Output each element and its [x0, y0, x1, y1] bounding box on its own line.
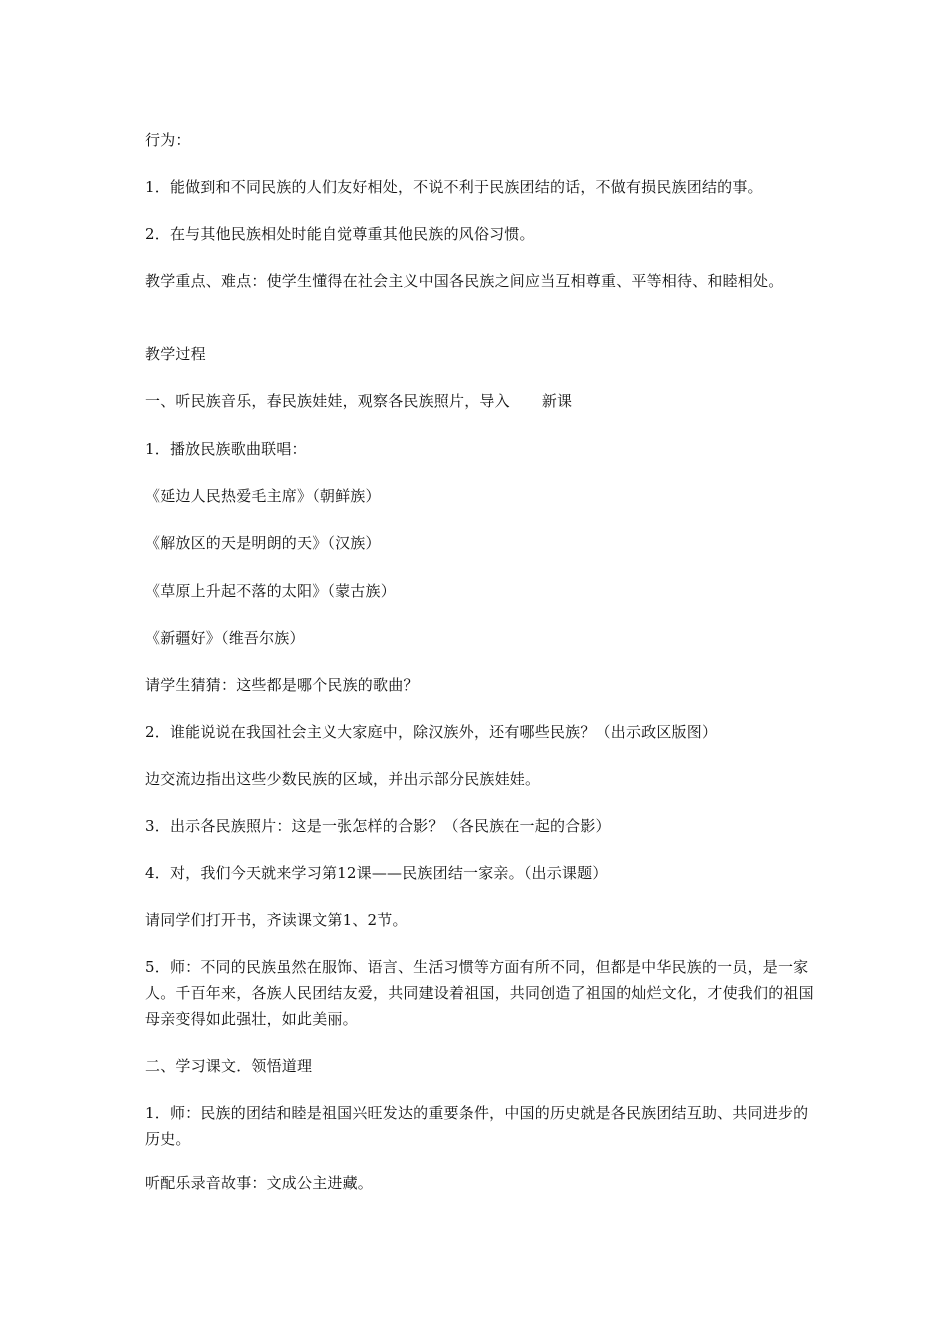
paragraph-step-3: 3．出示各民族照片：这是一张怎样的合影？（各民族在一起的合影） [145, 817, 611, 835]
paragraph-songs-intro: 1．播放民族歌曲联唱： [145, 440, 307, 458]
section-one-tail: 新课 [541, 392, 573, 410]
paragraph-story: 听配乐录音故事：文成公主进藏。 [145, 1174, 374, 1192]
paragraph-step-5: 5．师：不同的民族虽然在服饰、语言、生活习惯等方面有所不同，但都是中华民族的一员，是一家人。千百年来，各族人民团结友爱，共同建设着祖国，共同创造了祖国的灿烂文化，才使我们的祖国母亲变得如此强壮，如此美丽。 [145, 958, 814, 1028]
paragraph-step-2: 2．谁能说说在我国社会主义大家庭中，除汉族外，还有哪些民族？（出示政区版图） [145, 723, 718, 741]
paragraph-exchange: 边交流边指出这些少数民族的区域，并出示部分民族娃娃。 [145, 770, 541, 788]
paragraph-step-4: 4．对，我们今天就来学习第12课——民族团结一家亲。（出示课题） [145, 864, 608, 882]
paragraph-behavior-1: 1．能做到和不同民族的人们友好相处，不说不利于民族团结的话，不做有损民族团结的事。 [145, 178, 763, 196]
paragraph-key-points: 教学重点、难点：使学生懂得在社会主义中国各民族之间应当互相尊重、平等相待、和睦相处。 [145, 272, 784, 290]
paragraph-process-heading: 教学过程 [145, 345, 206, 363]
paragraph-behavior-2: 2．在与其他民族相处时能自觉尊重其他民族的风俗习惯。 [145, 225, 535, 243]
paragraph-unity: 1．师：民族的团结和睦是祖国兴旺发达的重要条件，中国的历史就是各民族团结互助、共同进步的历史。 [145, 1104, 809, 1148]
paragraph-read-aloud: 请同学们打开书，齐读课文第1、2节。 [145, 911, 408, 929]
paragraph-song-4: 《新疆好》（维吾尔族） [145, 629, 305, 647]
paragraph-section-two: 二、学习课文．领悟道理 [145, 1057, 313, 1075]
paragraph-behavior-heading: 行为： [145, 131, 191, 149]
section-one-text: 一、听民族音乐，春民族娃娃，观察各民族照片，导入 [145, 392, 510, 410]
paragraph-song-2: 《解放区的天是明朗的天》（汉族） [145, 534, 381, 552]
paragraph-song-3: 《草原上升起不落的太阳》（蒙古族） [145, 582, 396, 600]
paragraph-song-1: 《延边人民热爱毛主席》（朝鲜族） [145, 487, 381, 505]
paragraph-guess: 请学生猜猜：这些都是哪个民族的歌曲？ [145, 676, 419, 694]
paragraph-section-one [145, 388, 825, 414]
